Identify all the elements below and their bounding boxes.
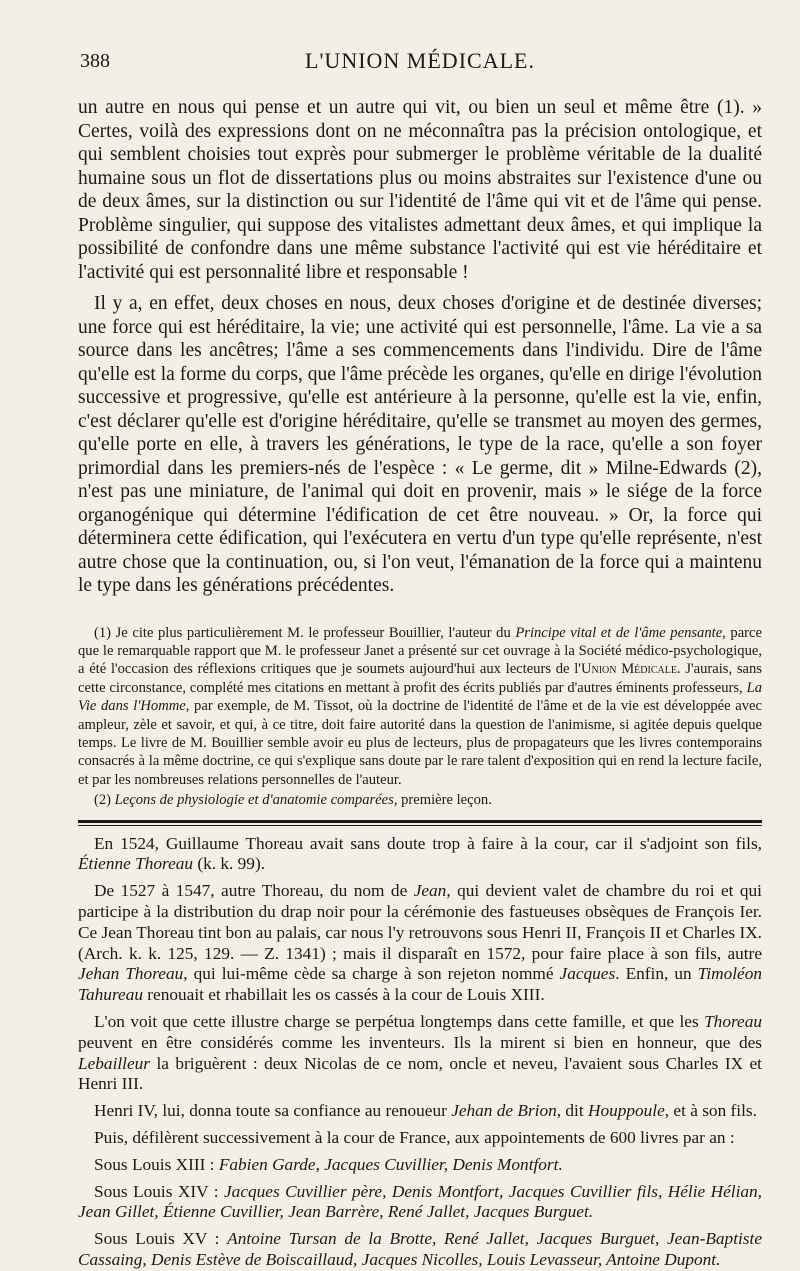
article2-paragraph-7: Sous Louis XIV : Jacques Cuvillier père, Denis Montfort, Jacques Cuvillier fils, Hélie Hélian, Jean Gillet, Étienne Cuvillier, Jean Barrère, René Jallet, Jacques Burguet. xyxy=(78,1181,762,1222)
section-divider xyxy=(78,820,762,826)
article2-paragraph-3: L'on voit que cette illustre charge se perpétua longtemps dans cette famille, et que les Thoreau peuvent en être considérés comme les inventeurs. Ils la mirent si bien en honneur, que des Lebailleur la briguèrent : deux Nicolas de ce nom, oncle et neveu, l'avaient sous Charles IX et Henri III. xyxy=(78,1011,762,1094)
article2-paragraph-8: Sous Louis XV : Antoine Tursan de la Brotte, René Jallet, Jacques Burguet, Jean-Baptiste Cassaing, Denis Estève de Boiscaillaud, Jacques Nicolles, Louis Levasseur, Antoine Dupont. xyxy=(78,1229,762,1269)
footnote-2: (2) Leçons de physiologie et d'anatomie comparées, première leçon. xyxy=(94,792,492,809)
article2-paragraph-2: De 1527 à 1547, autre Thoreau, du nom de Jean, qui devient valet de chambre du roi et qui participe à la distribution du drap noir pour la cérémonie des fastueuses obsèques de François Ier. Ce Jean Thoreau tint bon au palais, car nous l'y retrouvons sous Henri II, François II et Charles IX. (Arch. k. k. 125, 129. — Z. 1341) ; mais il disparaît en 1572, pour faire place à son fils, autre Jehan Thoreau, qui lui-même cède sa charge à son rejeton nommé Jacques. Enfin, un Timoléon Tahureau renouait et rhabillait les os cassés à la cour de Louis XIII. xyxy=(78,881,762,1005)
article2-paragraph-1: En 1524, Guillaume Thoreau avait sans doute trop à faire à la cour, car il s'adjoint son fils, Étienne Thoreau (k. k. 99). xyxy=(78,833,762,874)
article2-paragraph-5: Puis, défilèrent successivement à la cour de France, aux appointements de 600 livres par an : xyxy=(94,1127,735,1147)
footnote-1: (1) Je cite plus particulièrement M. le professeur Bouillier, l'auteur du Principe vital et de l'âme pensante, parce que le remarquable rapport que M. le professeur Janet a présenté sur cet ouvrage à la Société médico-psychologique, a été l'occasion des réflexions critiques que je soumets aujourd'hui aux lecteurs de l'Union Médicale. J'aurais, sans cette circonstance, complété mes citations en mettant à profit des écrits publiés par d'autres éminents professeurs, La Vie dans l'Homme, par exemple, de M. Tissot, où la doctrine de l'identité de l'âme et de la vie est développée avec ampleur, zèle et savoir, et qui, à ce titre, doit faire autorité dans la question de l'animisme, si agitée depuis quelque temps. Le livre de M. Bouillier semble avoir eu plus de lecteurs, plus de propagateurs que les livres contemporains consacrés à la même doctrine, ce qui s'explique sans doute par le rare talent d'exposition qui en rend la lecture facile, et par les nombreuses relations personnelles de l'auteur. xyxy=(78,624,763,788)
footnotes xyxy=(78,624,762,810)
second-article xyxy=(78,834,762,1271)
article-paragraph-1: un autre en nous qui pense et un autre qui vit, ou bien un seul et même être (1). » Certes, voilà des expressions dont on ne méconnaîtra pas la précision ontologique, et qui semblent choisies tout exprès pour submerger le problème véritable de la dualité humaine sous un flot de dissertations plus ou moins abstraites sur l'existence d'une ou de deux âmes, sur la distinction ou sur l'identité de l'âme qui vit et de l'âme qui pense. Problème singulier, qui suppose des vitalistes admettant deux âmes, et qui implique la possibilité de confondre dans une même substance l'activité qui est vie héréditaire et l'activité qui est personnalité libre et responsable ! xyxy=(78,97,762,283)
page-body xyxy=(78,96,762,1271)
article2-paragraph-6: Sous Louis XIII : Fabien Garde, Jacques Cuvillier, Denis Montfort. xyxy=(94,1154,563,1174)
page-header xyxy=(80,44,760,84)
page-number: 388 xyxy=(80,50,110,72)
article2-paragraph-4: Henri IV, lui, donna toute sa confiance au renoueur Jehan de Brion, dit Houppoule, et à son fils. xyxy=(94,1101,757,1121)
article-paragraph-2: Il y a, en effet, deux choses en nous, deux choses d'origine et de destinée diverses; une force qui est héréditaire, la vie; une activité qui est personnelle, l'âme. La vie a sa source dans les ancêtres; l'âme a ses commencements dans l'individu. Dire de l'âme qu'elle est la forme du corps, que l'âme précède les organes, qu'elle en dirige l'évolution successive et progressive, qu'elle est antérieure à la personne, qu'elle est la vie, enfin, c'est déclarer qu'elle est d'origine héréditaire, qu'elle se transmet au moyen des germes, qu'elle porte en elle, à travers les générations, le type de la race, qu'elle a son foyer primordial dans les premiers-nés de l'espèce : « Le germe, dit » Milne-Edwards (2), n'est pas une miniature, de l'animal qui doit en provenir, mais » le siége de la force organogénique qui détermine l'édification de cet être nouveau. » Or, la force qui déterminera cette édification, qui l'exécutera en vertu d'un type qu'elle représente, n'est autre chose que la continuation, ou, si l'on veut, l'émanation de la force qui a maintenu le type dans les générations précédentes. xyxy=(78,293,762,596)
running-title: L'UNION MÉDICALE. xyxy=(305,48,535,73)
